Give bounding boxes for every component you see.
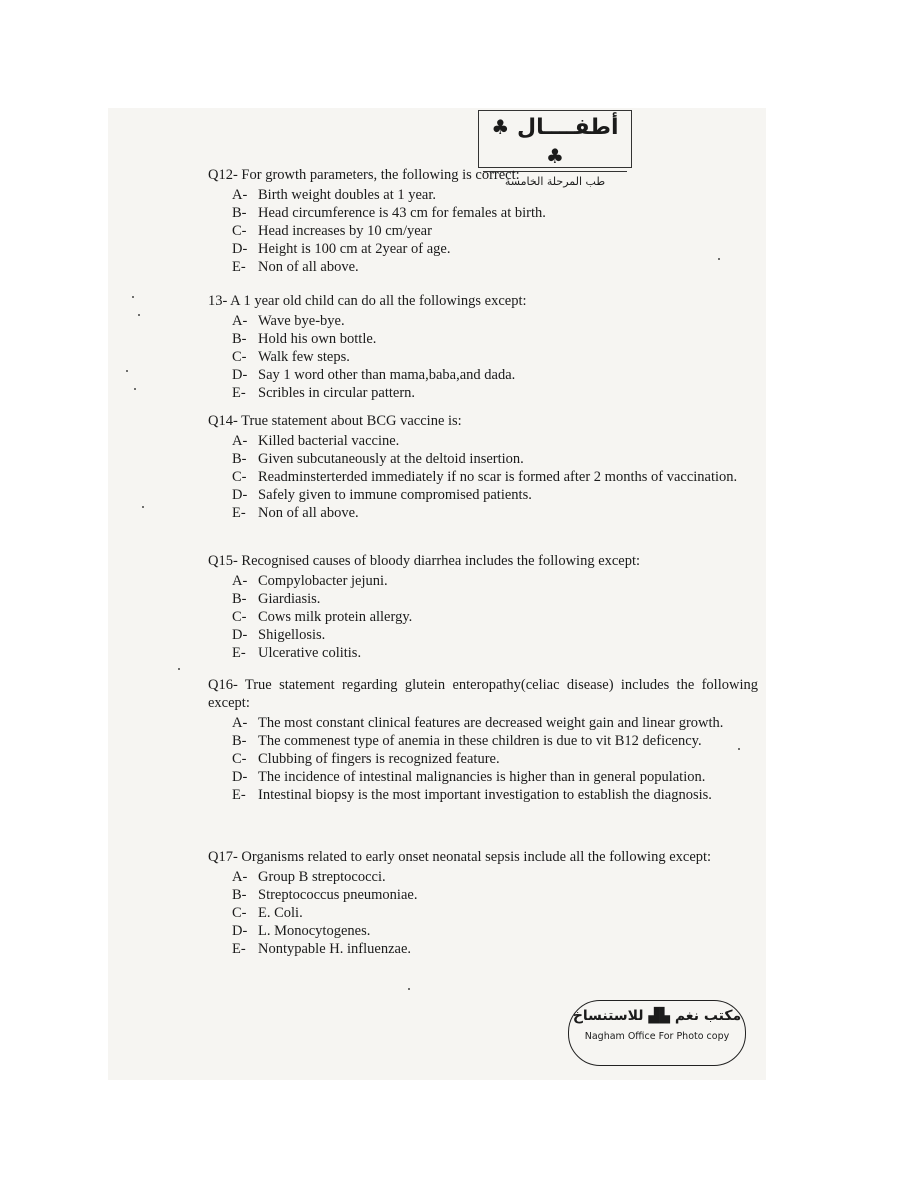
question-13: [208, 292, 758, 402]
option: D- Height is 100 cm at 2year of age.: [232, 241, 451, 257]
option: B- Given subcutaneously at the deltoid insertion.: [232, 451, 524, 467]
option: A- Wave bye-bye.: [232, 313, 345, 329]
question-12: [208, 166, 758, 276]
option: C- Clubbing of fingers is recognized feature.: [232, 751, 500, 767]
option: E- Intestinal biopsy is the most important investigation to establish the diagnosis.: [232, 787, 712, 803]
option: A- Compylobacter jejuni.: [232, 573, 388, 589]
footer-stamp: [568, 1000, 746, 1066]
scan-speck: [126, 370, 128, 372]
option: E- Non of all above.: [232, 505, 359, 521]
scan-speck: [408, 988, 410, 990]
question-17: [208, 848, 758, 958]
option: D- The incidence of intestinal malignancies is higher than in general population.: [232, 769, 706, 785]
option: E- Scribles in circular pattern.: [232, 385, 416, 401]
option: D- L. Monocytogenes.: [232, 923, 371, 939]
footer-english: Nagham Office For Photo copy: [584, 1031, 730, 1042]
scanned-page: [108, 108, 766, 1080]
option: A- The most constant clinical features are decreased weight gain and linear growth.: [232, 715, 724, 731]
stamp-title: أطفــــال: [517, 115, 619, 140]
building-icon: ▟▙: [648, 1008, 670, 1024]
question-stem: Q16- True statement regarding glutein enteropathy(celiac disease) includes the following except:: [208, 677, 758, 711]
scan-speck: [178, 668, 180, 670]
option: E- Nontypable H. influenzae.: [232, 941, 412, 957]
scan-speck: [134, 388, 136, 390]
scan-speck: [132, 296, 134, 298]
question-stem: Q12- For growth parameters, the following is correct:: [208, 167, 520, 183]
header-stamp: [478, 110, 632, 188]
option: C- Walk few steps.: [232, 349, 350, 365]
option: A- Birth weight doubles at 1 year.: [232, 187, 436, 203]
question-15: [208, 552, 758, 662]
clubs-icon: ♣: [491, 115, 510, 139]
question-16: [208, 676, 758, 804]
option: E- Non of all above.: [232, 259, 359, 275]
scan-speck: [138, 314, 140, 316]
scan-speck: [738, 748, 740, 750]
option: C- Cows milk protein allergy.: [232, 609, 413, 625]
option: E- Ulcerative colitis.: [232, 645, 362, 661]
question-14: [208, 412, 758, 522]
question-stem: Q17- Organisms related to early onset neonatal sepsis include all the following except:: [208, 849, 712, 865]
option: D- Safely given to immune compromised patients.: [232, 487, 532, 503]
stamp-subtitle: طب المرحلة الخامسة: [483, 171, 627, 192]
option: C- E. Coli.: [232, 905, 303, 921]
option: B- Streptococcus pneumoniae.: [232, 887, 418, 903]
question-stem: Q14- True statement about BCG vaccine is:: [208, 413, 462, 429]
option: A- Group B streptococci.: [232, 869, 386, 885]
option: D- Say 1 word other than mama,baba,and dada.: [232, 367, 516, 383]
option: C- Readminsterterded immediately if no scar is formed after 2 months of vaccination.: [232, 469, 738, 485]
scan-speck: [718, 258, 720, 260]
footer-arabic-line2: للاستنساخ: [572, 1008, 644, 1024]
scan-speck: [142, 506, 144, 508]
clubs-icon: ♣: [546, 144, 564, 168]
option: A- Killed bacterial vaccine.: [232, 433, 400, 449]
option: B- Giardiasis.: [232, 591, 321, 607]
question-stem: Q15- Recognised causes of bloody diarrhea includes the following except:: [208, 553, 641, 569]
option: B- Hold his own bottle.: [232, 331, 377, 347]
option: B- Head circumference is 43 cm for females at birth.: [232, 205, 546, 221]
option: D- Shigellosis.: [232, 627, 326, 643]
option: C- Head increases by 10 cm/year: [232, 223, 432, 239]
option: B- The commenest type of anemia in these children is due to vit B12 deficency.: [232, 733, 702, 749]
question-stem: 13- A 1 year old child can do all the followings except:: [208, 293, 527, 309]
footer-arabic-line1: مكتب نغم: [674, 1008, 742, 1024]
